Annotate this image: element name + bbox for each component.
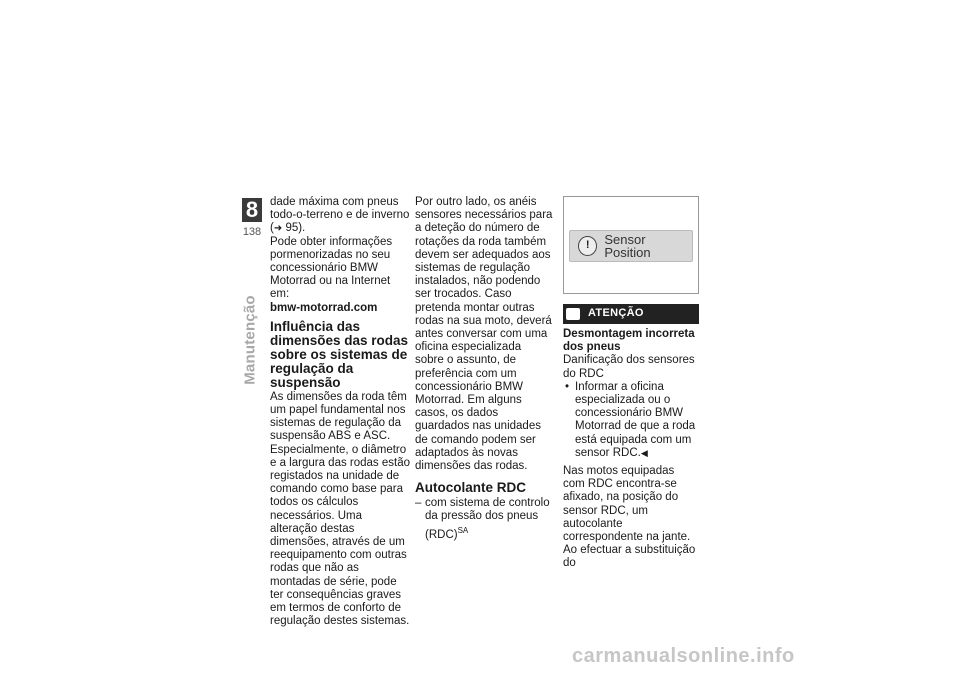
- page-reference[interactable]: 95).: [285, 222, 306, 235]
- list-item-text: com sistema de controlo da pressão dos pneus (RDC): [425, 497, 550, 541]
- sticker: [569, 230, 693, 262]
- section-heading: Influência das dimensões das rodas sobre os sistemas de regulação da suspensão: [270, 318, 409, 390]
- chapter-title: Manutenção: [241, 295, 259, 385]
- end-mark-icon: ◀: [640, 447, 648, 458]
- warning-heading: Desmontagem incorreta dos pneus: [563, 328, 695, 354]
- watermark: carmanualsonline.info: [572, 645, 795, 667]
- bullet-marker: •: [565, 380, 570, 393]
- website-link[interactable]: bmw-motorrad.com: [270, 301, 378, 314]
- column-3: [563, 196, 699, 571]
- warning-banner: [563, 304, 699, 324]
- paragraph: Por outro lado, os anéis sensores necessários para a deteção do número de rotações da roda também devem ser adequados aos sistemas de regulação instalados, não podendo ser trocados. Caso pretenda montar outras rodas na sua moto, deverá antes conversar com uma oficina especializada sobre o assunto, de preferência com um concessionário BMW Motorrad. Em alguns casos, os dados guardados nas unidades de comando podem ser adaptados às novas dimensões das rodas.: [415, 196, 553, 473]
- column-1: [270, 196, 410, 628]
- warning-icon: !: [578, 236, 597, 256]
- page-number: 138: [242, 226, 262, 238]
- warning-title: ATENÇÃO: [588, 307, 644, 320]
- list-item-text: Informar a oficina especializada ou o concessionário BMW Motorrad de que a roda está equipada com um sensor RDC.: [575, 380, 696, 459]
- paragraph: As dimensões da roda têm um papel fundamental nos sistemas de regulação da suspensão ABS e ASC. Especialmente, o diâmetro e a largura das rodas estão registados na unidade de comando como base para todos os cálculos necessários. Uma alteração destas dimensões, através de um reequipamento com outras rodas que não as montadas de série, pode ter consequências graves em termos de conforto de regulação destes sistemas.: [270, 390, 411, 628]
- list-item: [563, 381, 699, 460]
- special-accessory-mark: SA: [457, 525, 469, 535]
- section-heading: Autocolante RDC: [415, 480, 526, 496]
- list-item: [415, 497, 553, 541]
- warning-body: Danificação dos sensores do RDC: [563, 354, 695, 380]
- dash-marker: –: [415, 497, 422, 510]
- rdc-sticker-figure: [563, 196, 699, 294]
- paragraph: Pode obter informações pormenorizadas no seu concessionário BMW Motorrad ou na Internet em:: [270, 235, 393, 301]
- column-2: [415, 196, 553, 542]
- chapter-badge: 8: [242, 198, 262, 222]
- paragraph-text: dade máxima com pneus todo-o-terreno e de inverno: [270, 196, 410, 222]
- sticker-text: Sensor Position: [604, 231, 651, 260]
- reference-arrow-icon: ➜: [273, 223, 283, 235]
- paragraph: Nas motos equipadas com RDC encontra-se afixado, na posição do sensor RDC, um autocolante correspondente na jante. Ao efectuar a substituição do: [563, 465, 696, 570]
- paragraph: dade máxima com pneus todo-o-terreno e de inverno (➜ 95).: [270, 196, 410, 235]
- hand-warning-icon: [566, 308, 580, 320]
